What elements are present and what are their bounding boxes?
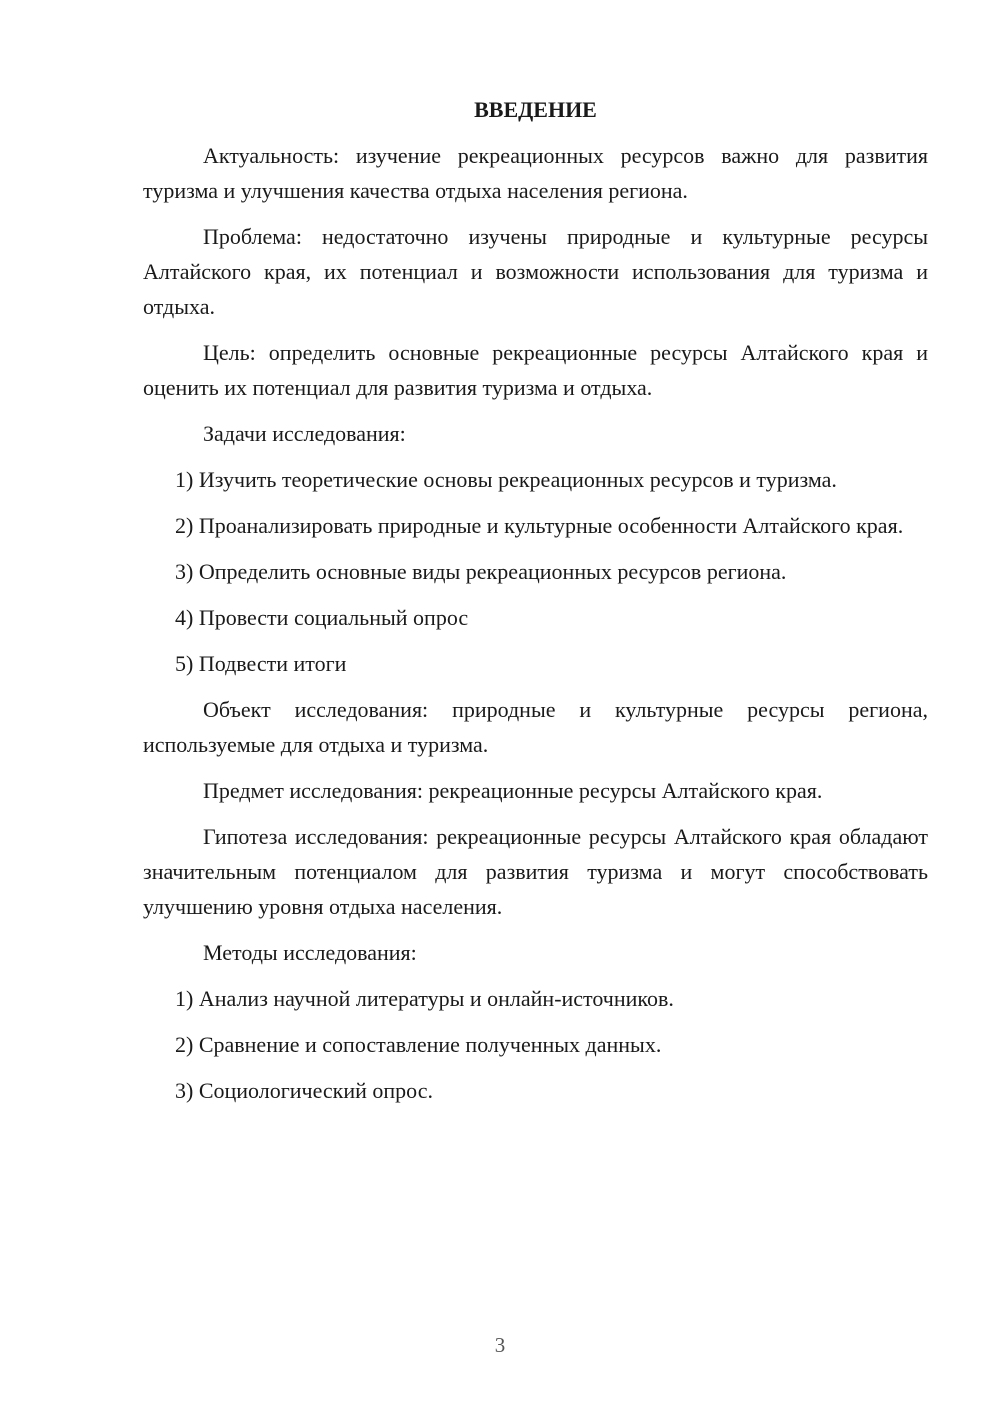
section-title: ВВЕДЕНИЕ (474, 97, 597, 122)
page-content (143, 92, 928, 1119)
goal-paragraph: Цель: определить основные рекреационные ресурсы Алтайского края и оценить их потенциал для развития туризма и отдыха. (143, 340, 928, 400)
page-number: 3 (494, 1333, 506, 1357)
tasks-heading: Задачи исследования: (203, 421, 406, 446)
task-item: 5) Подвести итоги (175, 651, 347, 676)
task-item: 4) Провести социальный опрос (175, 605, 469, 630)
methods-heading: Методы исследования: (203, 940, 417, 965)
hypothesis-paragraph: Гипотеза исследования: рекреационные ресурсы Алтайского края обладают значительным потенциалом для развития туризма и могут способствовать улучшению уровня отдыха населения. (143, 824, 928, 919)
object-paragraph: Объект исследования: природные и культурные ресурсы региона, используемые для отдыха и туризма. (143, 697, 928, 757)
method-item: 1) Анализ научной литературы и онлайн-источников. (175, 986, 674, 1011)
task-item: 1) Изучить теоретические основы рекреационных ресурсов и туризма. (175, 467, 837, 492)
task-item: 2) Проанализировать природные и культурные особенности Алтайского края. (175, 513, 904, 538)
method-item: 2) Сравнение и сопоставление полученных данных. (175, 1032, 662, 1057)
relevance-paragraph: Актуальность: изучение рекреационных ресурсов важно для развития туризма и улучшения качества отдыха населения региона. (143, 143, 928, 203)
subject-paragraph: Предмет исследования: рекреационные ресурсы Алтайского края. (203, 778, 823, 803)
problem-paragraph: Проблема: недостаточно изучены природные и культурные ресурсы Алтайского края, их потенциал и возможности использования для туризма и отдыха. (143, 224, 928, 319)
method-item: 3) Социологический опрос. (175, 1078, 433, 1103)
task-item: 3) Определить основные виды рекреационных ресурсов региона. (175, 559, 787, 584)
